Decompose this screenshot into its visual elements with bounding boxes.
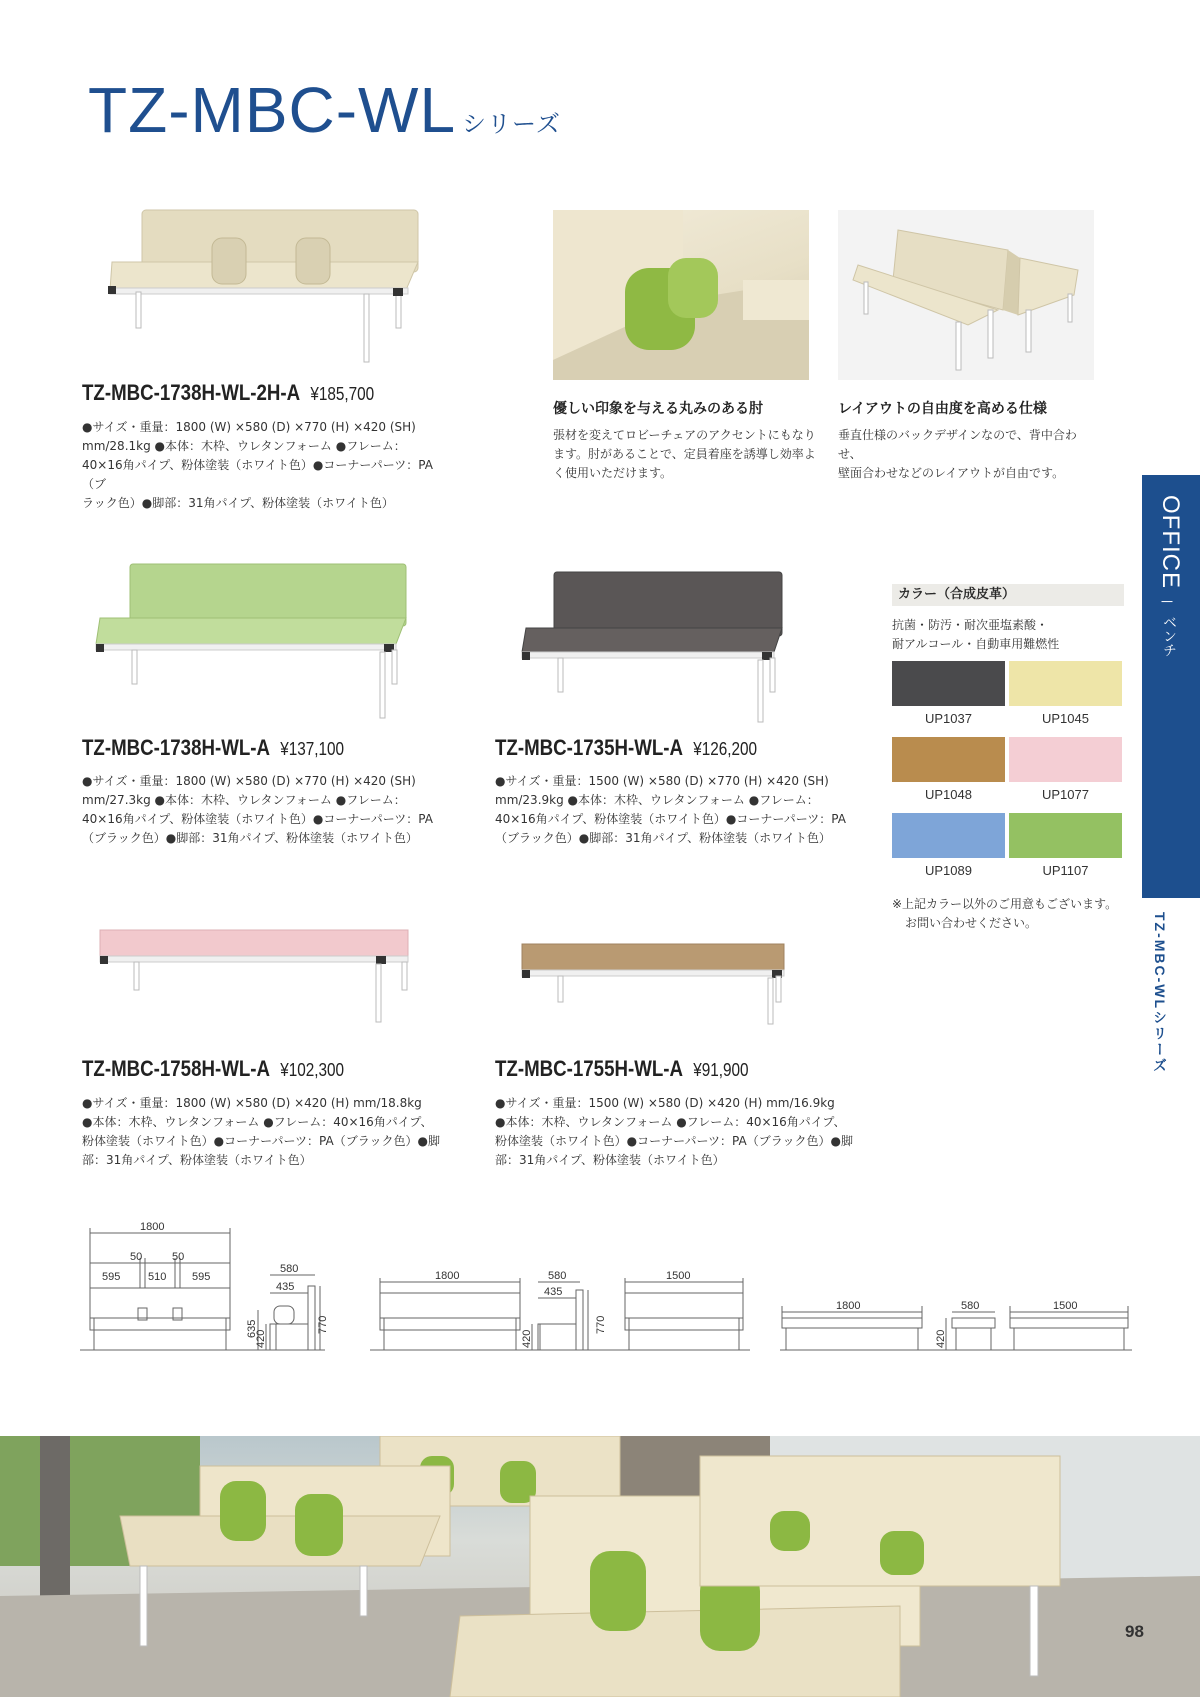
swatch-UP1037[interactable]: [892, 661, 1005, 706]
product-image-1738H-WL-2H: [100, 200, 430, 365]
dim-label: 420: [255, 1329, 267, 1348]
dim-label: 1800: [836, 1300, 861, 1312]
series-code: TZ-MBC-WL: [88, 74, 457, 146]
dim-label: 1800: [140, 1221, 165, 1233]
dim-label: 420: [935, 1329, 947, 1348]
product-image-1738H-WL: [92, 560, 412, 720]
page-title: [88, 74, 561, 146]
dim-label: 1800: [435, 1270, 460, 1282]
dim-label: 580: [961, 1300, 980, 1312]
feature-caption-2: レイアウトの自由度を高める仕様: [838, 401, 1047, 417]
swatch-label: UP1089: [925, 863, 972, 878]
dim-label: 595: [102, 1271, 121, 1283]
dim-label: 580: [280, 1263, 299, 1275]
feature-desc-1: 張材を変えてロビーチェアのアクセントにもなり ます。肘があることで、定員着座を誘導し効率よ く使用いただけます。: [553, 428, 816, 480]
dim-label: 635: [246, 1319, 258, 1338]
product-spec-2: ●サイズ・重量：1800 (W) ×580 (D) ×770 (H) ×420 (SH) mm/27.3kg ●本体：木枠、ウレタンフォーム ●フレーム： 40×16角パイプ、粉体塗装（ホワイト色）●コーナーパーツ：PA （ブラック色）●脚部：31角パイプ、粉体塗装（ホワイト色）: [82, 774, 433, 845]
product-image-1758H-WL: [96, 926, 416, 1026]
color-heading: カラー（合成皮革）: [892, 584, 1124, 606]
side-series-label: TZ-MBC-WLシリーズ: [1152, 912, 1168, 1075]
product-spec-4: ●サイズ・重量：1800 (W) ×580 (D) ×420 (H) mm/18.8kg ●本体：木枠、ウレタンフォーム ●フレーム：40×16角パイプ、 粉体塗装（ホワイト色）●コーナーパーツ：PA（ブラック色）●脚 部：31角パイプ、粉体塗装（ホワイト色）: [82, 1096, 440, 1167]
color-note: ※上記カラー以外のご用意もございます。 お問い合わせください。: [892, 897, 1118, 930]
product-price-2: ¥137,100: [280, 739, 345, 759]
swatch-UP1045[interactable]: [1009, 661, 1122, 706]
feature-caption-1: 優しい印象を与える丸みのある肘: [553, 401, 763, 417]
product-name-3: TZ-MBC-1735H-WL-A ¥126,200: [495, 735, 758, 760]
dim-label: 50: [130, 1251, 143, 1263]
swatch-label: UP1037: [925, 711, 972, 726]
swatch-UP1107[interactable]: [1009, 813, 1122, 858]
product-price-5: ¥91,900: [693, 1060, 749, 1080]
feature-desc-2: 垂直仕様のバックデザインなので、背中合わせ、 壁面合わせなどのレイアウトが自由です。: [838, 428, 1077, 480]
product-spec-3: ●サイズ・重量：1500 (W) ×580 (D) ×770 (H) ×420 (SH) mm/23.9kg ●本体：木枠、ウレタンフォーム ●フレーム： 40×16角パイプ、粉体塗装（ホワイト色）●コーナーパーツ：PA （ブラック色）●脚部：31角パイプ、粉体塗装（ホワイト色）: [495, 774, 846, 845]
series-suffix: シリーズ: [462, 111, 561, 138]
swatch-grid: [892, 661, 1132, 881]
product-spec-5: ●サイズ・重量：1500 (W) ×580 (D) ×420 (H) mm/16.9kg ●本体：木枠、ウレタンフォーム ●フレーム：40×16角パイプ、 粉体塗装（ホワイト色）●コーナーパーツ：PA（ブラック色）●脚 部：31角パイプ、粉体塗装（ホワイト色）: [495, 1096, 853, 1167]
showroom-photo: [0, 1436, 1200, 1697]
dim-label: 435: [276, 1281, 295, 1293]
swatch-label: UP1045: [1042, 711, 1089, 726]
dim-label: 510: [148, 1271, 167, 1283]
product-image-1755H-WL: [518, 940, 788, 1030]
dim-label: 595: [192, 1271, 211, 1283]
dim-label: 1500: [1053, 1300, 1078, 1312]
product-price-4: ¥102,300: [280, 1060, 345, 1080]
swatch-UP1077[interactable]: [1009, 737, 1122, 782]
product-name-1: TZ-MBC-1738H-WL-2H-A ¥185,700: [82, 380, 375, 405]
category-tab[interactable]: [1142, 475, 1200, 898]
subcategory-label: ベンチ: [1162, 615, 1178, 657]
product-price-3: ¥126,200: [693, 739, 758, 759]
dim-label: 50: [172, 1251, 185, 1263]
swatch-UP1089[interactable]: [892, 813, 1005, 858]
dim-label: 770: [595, 1315, 607, 1334]
swatch-label: UP1048: [925, 787, 972, 802]
layout-photo: [838, 210, 1094, 380]
swatch-label: UP1077: [1042, 787, 1089, 802]
product-image-1735H-WL: [518, 568, 788, 728]
divider: |: [1161, 600, 1175, 604]
dim-label: 1500: [666, 1270, 691, 1282]
product-name-4: TZ-MBC-1758H-WL-A ¥102,300: [82, 1056, 345, 1081]
color-properties: 抗菌・防汚・耐次亜塩素酸・ 耐アルコール・自動車用難燃性: [892, 618, 1060, 651]
page-number: 98: [1125, 1622, 1144, 1641]
product-name-2: TZ-MBC-1738H-WL-A ¥137,100: [82, 735, 345, 760]
swatch-label: UP1107: [1042, 863, 1089, 878]
dim-label: 420: [521, 1329, 533, 1348]
product-spec-1: ●サイズ・重量：1800 (W) ×580 (D) ×770 (H) ×420 (SH) mm/28.1kg ●本体：木枠、ウレタンフォーム ●フレーム： 40×16角パイプ、粉体塗装（ホワイト色）●コーナーパーツ：PA（ブ ラック色）●脚部：31角パイプ、粉体塗装（ホワイト色）: [82, 420, 433, 510]
product-price-1: ¥185,700: [310, 384, 375, 404]
dim-label: 580: [548, 1270, 567, 1282]
product-name-5: TZ-MBC-1755H-WL-A ¥91,900: [495, 1056, 749, 1081]
dim-label: 435: [544, 1286, 563, 1298]
category-label: OFFICE: [1157, 495, 1184, 589]
armrest-photo: [553, 210, 809, 380]
dim-label: 770: [317, 1315, 329, 1334]
swatch-UP1048[interactable]: [892, 737, 1005, 782]
dimension-drawings: [80, 1218, 1140, 1358]
